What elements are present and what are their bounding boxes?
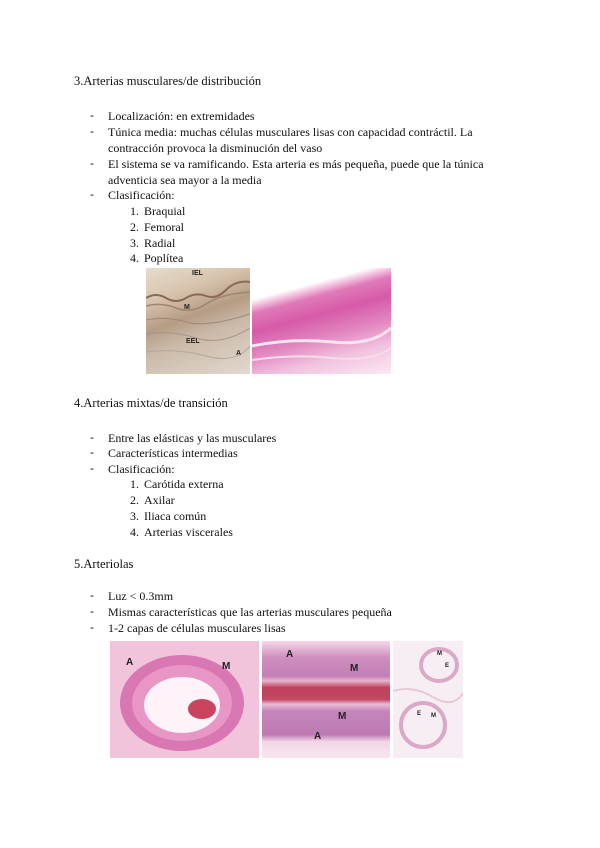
label-iel: IEL [192, 270, 203, 277]
label-eel: EEL [186, 338, 200, 345]
label-e: E [445, 663, 450, 669]
section-4-title: 4.Arterias mixtas/de transición [74, 396, 228, 410]
muscular-artery-micrograph-he [252, 268, 391, 374]
label-e: E [417, 711, 422, 717]
label-m: M [437, 651, 442, 657]
section-5-title: 5.Arteriolas [74, 557, 134, 571]
label-m: M [184, 304, 190, 311]
micrograph-texture [393, 641, 463, 758]
arteriole-longitudinal-micrograph [262, 641, 390, 758]
label-m: M [338, 711, 347, 722]
section-3-title: 3.Arterias musculares/de distribución [74, 74, 262, 88]
arteriole-small-vessels-micrograph [393, 641, 463, 758]
arteriole-cross-section-micrograph [110, 641, 259, 758]
micrograph-texture [252, 268, 391, 374]
label-m: M [431, 713, 436, 719]
label-a: A [236, 350, 242, 357]
micrograph-texture [146, 268, 250, 374]
label-a: A [314, 731, 322, 742]
label-a: A [286, 649, 294, 660]
muscular-artery-micrograph-labeled [146, 268, 250, 374]
label-a: A [126, 657, 134, 668]
label-m: M [350, 663, 359, 674]
label-m: M [222, 661, 231, 672]
